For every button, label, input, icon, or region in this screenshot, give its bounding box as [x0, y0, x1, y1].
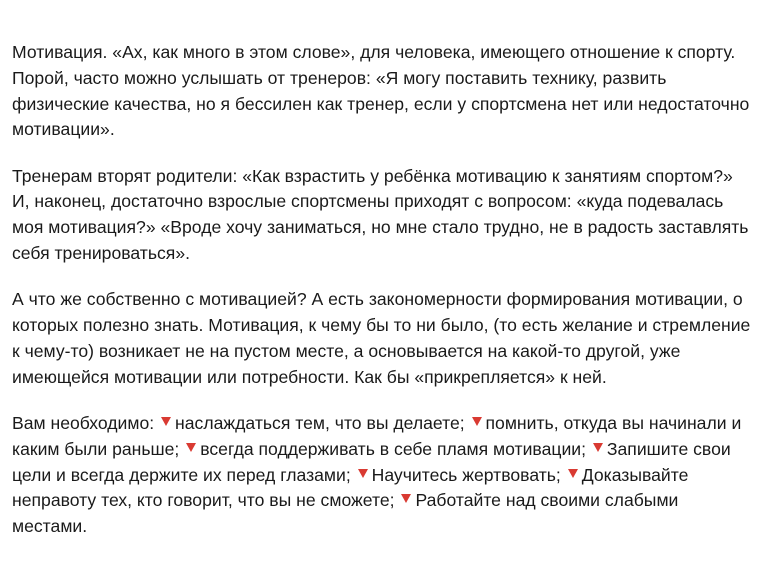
tips-paragraph	[12, 411, 754, 540]
tip-item: всегда поддерживать в себе пламя мотивации;	[200, 438, 586, 459]
paragraph-3: А что же собственно с мотивацией? А есть закономерности формирования мотивации, о которых полезно знать. Мотивация, к чему бы то ни было, (то есть желание и стремление к чему-то) возникает не на пустом месте, а основывается на какой-то другой, уже имеющейся мотивации или потребности. Как бы «прикрепляется» к ней.	[12, 289, 751, 387]
red-triangle-down-icon	[568, 469, 578, 478]
red-triangle-down-icon	[401, 494, 411, 503]
tip-item: помнить, откуда вы начинали и каким были раньше;	[12, 413, 742, 459]
paragraph-1: Мотивация. «Ах, как много в этом слове», для человека, имеющего отношение к спорту. Порой, часто можно услышать от тренеров: «Я могу поставить технику, развить физические качества, но я бессилен как тренер, если у спортсмена нет или недостаточно мотивации».	[12, 42, 750, 140]
red-triangle-down-icon	[186, 443, 196, 452]
red-triangle-down-icon	[593, 443, 603, 452]
tip-item: Научитесь жертвовать;	[371, 464, 561, 485]
red-triangle-down-icon	[358, 469, 368, 478]
tip-item: Доказывайте неправоту тех, кто говорит, что вы не сможете;	[12, 464, 689, 511]
red-triangle-down-icon	[472, 417, 482, 426]
red-triangle-down-icon	[161, 417, 171, 426]
tip-item: наслаждаться тем, что вы делаете;	[175, 413, 465, 434]
tip-item: Запишите свои цели и всегда держите их перед глазами;	[12, 438, 731, 485]
tips-intro: Вам необходимо:	[12, 413, 155, 434]
paragraph-2: Тренерам вторят родители: «Как взрастить у ребёнка мотивацию к занятиям спортом?» И, наконец, достаточно взрослые спортсмены приходят с вопросом: «куда подевалась моя мотивация?» «Вроде хочу заниматься, но мне стало трудно, не в радость заставлять себя тренироваться».	[12, 165, 749, 264]
tip-item: Работайте над своими слабыми местами.	[12, 490, 679, 537]
